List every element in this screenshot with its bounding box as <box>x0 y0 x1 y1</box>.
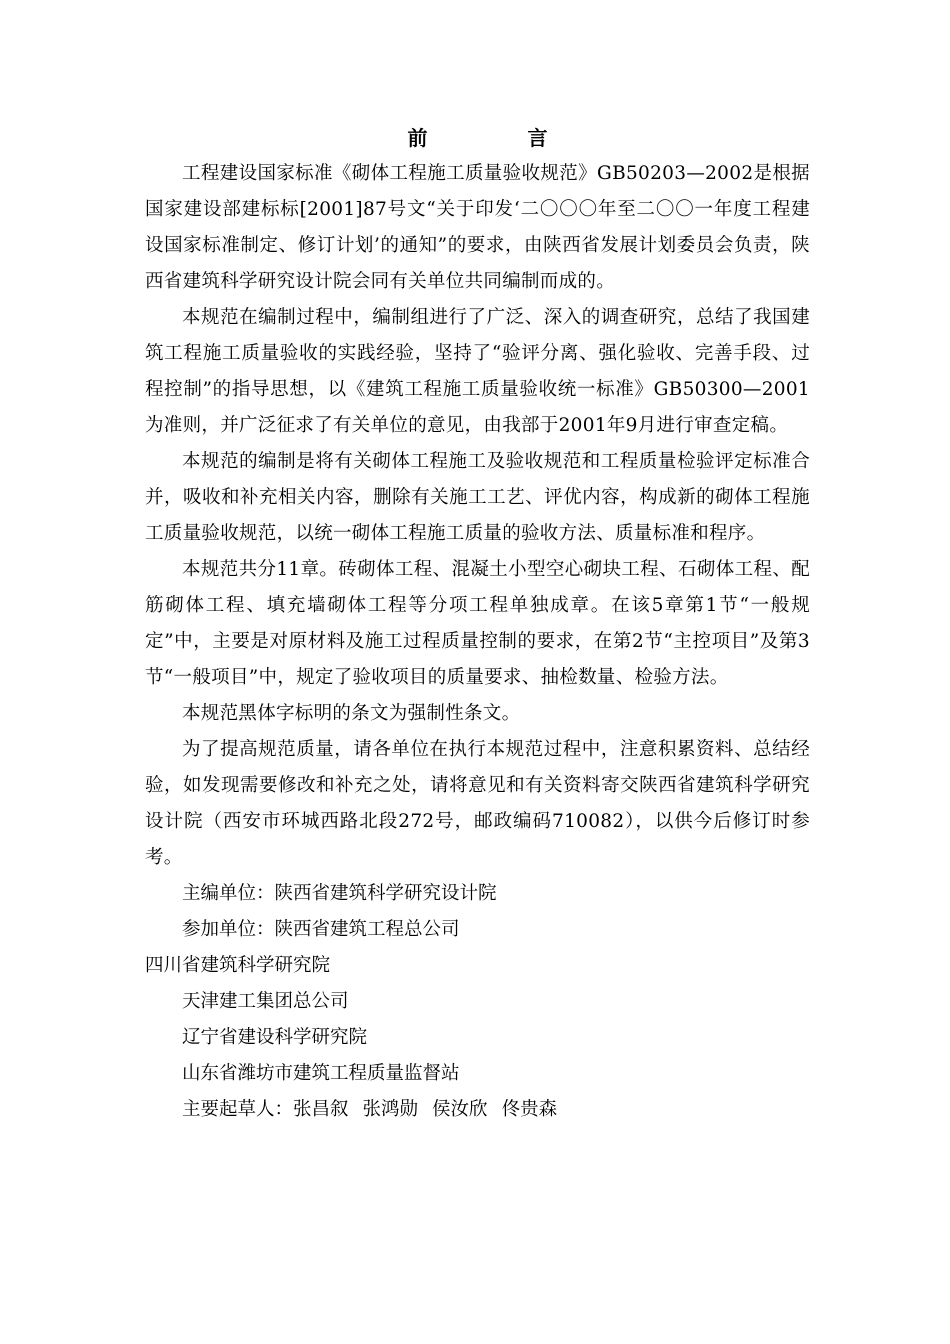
page-title: 前 言 <box>407 126 588 150</box>
paragraph-scope: 本规范的编制是将有关砌体工程施工及验收规范和工程质量检验评定标准合并，吸收和补充相关内容，删除有关施工工艺、评优内容，构成新的砌体工程施工质量验收规范，以统一砌体工程施工质量的验收方法、质量标准和程序。 <box>145 451 810 544</box>
document-page <box>145 120 810 1128</box>
participating-unit: 辽宁省建设科学研究院 <box>182 1027 368 1048</box>
participating-unit: 四川省建筑科学研究院 <box>145 955 331 976</box>
paragraph-chapters: 本规范共分11章。砖砌体工程、混凝土小型空心砌块工程、石砌体工程、配筋砌体工程、填充墙砌体工程等分项工程单独成章。在该5章第1节“一般规定”中，主要是对原材料及施工过程质量控制的要求，在第2节“主控项目”及第3节“一般项目”中，规定了验收项目的质量要求、抽检数量、检验方法。 <box>145 559 810 688</box>
drafter-name: 佟贵森 <box>501 1099 558 1120</box>
drafter-name: 张昌叙 <box>293 1099 349 1120</box>
drafter-name: 张鸿勋 <box>362 1099 419 1120</box>
participating-unit: 天津建工集团总公司 <box>182 991 349 1012</box>
drafter-name: 侯汝欣 <box>432 1099 488 1120</box>
participating-units-label: 参加单位：陕西省建筑工程总公司 <box>182 919 460 940</box>
paragraph-intro: 工程建设国家标准《砌体工程施工质量验收规范》GB50203—2002是根据国家建设部建标标[2001]87号文“关于印发‘二〇〇〇年至二〇〇一年度工程建设国家标准制定、修订计划’的通知”的要求，由陕西省发展计划委员会负责，陕西省建筑科学研究设计院会同有关单位共同编制而成的。 <box>145 163 810 292</box>
paragraph-process: 本规范在编制过程中，编制组进行了广泛、深入的调查研究，总结了我国建筑工程施工质量验收的实践经验，坚持了“验评分离、强化验收、完善手段、过程控制”的指导思想，以《建筑工程施工质量验收统一标准》GB50300—2001为准则，并广泛征求了有关单位的意见，由我部于2001年9月进行审查定稿。 <box>145 307 810 436</box>
editor-unit: 主编单位：陕西省建筑科学研究设计院 <box>182 883 497 904</box>
paragraph-feedback: 为了提高规范质量，请各单位在执行本规范过程中，注意积累资料、总结经验，如发现需要修改和补充之处，请将意见和有关资料寄交陕西省建筑科学研究设计院（西安市环城西路北段272号，邮政编码710082），以供今后修订时参考。 <box>145 739 810 868</box>
paragraph-mandatory: 本规范黑体字标明的条文为强制性条文。 <box>182 703 521 724</box>
drafters-line <box>145 1092 810 1128</box>
drafters-label: 主要起草人： <box>182 1099 294 1120</box>
participating-unit: 山东省潍坊市建筑工程质量监督站 <box>182 1063 460 1084</box>
